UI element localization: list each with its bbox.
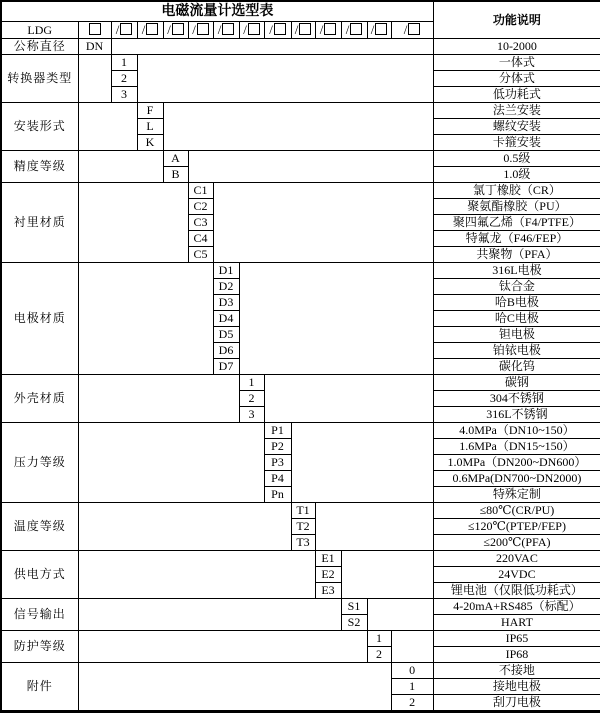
code-cell: T1 — [291, 503, 315, 519]
code-cell: P1 — [264, 423, 291, 439]
slash-separator: / — [243, 22, 247, 37]
slash-separator: / — [269, 22, 273, 37]
category-label: 电极材质 — [1, 263, 78, 375]
function-description-cell: 0.6MPa(DN700~DN2000) — [433, 471, 600, 487]
filler-cell-left — [78, 423, 264, 503]
function-description-cell: IP65 — [433, 631, 600, 647]
function-description-cell: HART — [433, 615, 600, 631]
function-description-cell: 1.6MPa（DN15~150） — [433, 439, 600, 455]
function-description-cell: 4-20mA+RS485（标配） — [433, 599, 600, 615]
ldg-code-slot-4 — [188, 22, 213, 39]
table-row — [1, 423, 600, 439]
code-cell: 2 — [239, 391, 264, 407]
filler-cell-left — [78, 183, 188, 263]
function-description-cell: ≤200℃(PFA) — [433, 535, 600, 551]
ldg-code-slot-8 — [291, 22, 315, 39]
filler-cell-right — [367, 599, 433, 631]
code-cell: D3 — [213, 295, 239, 311]
function-description-cell: 一体式 — [433, 55, 600, 71]
function-description-cell: 螺纹安装 — [433, 119, 600, 135]
filler-cell-left — [78, 103, 137, 151]
function-column-header: 功能说明 — [433, 1, 600, 39]
code-cell: S2 — [341, 615, 367, 631]
empty-checkbox-icon — [299, 23, 311, 35]
ldg-code-slot-1 — [111, 22, 137, 39]
table-row — [1, 551, 600, 567]
function-description-cell: IP68 — [433, 647, 600, 663]
function-description-cell: ≤80℃(CR/PU) — [433, 503, 600, 519]
code-cell: 1 — [367, 631, 391, 647]
function-description-cell: 4.0MPa（DN10~150） — [433, 423, 600, 439]
category-label: 供电方式 — [1, 551, 78, 599]
category-label: 外壳材质 — [1, 375, 78, 423]
code-cell: C2 — [188, 199, 213, 215]
ldg-code-slot-2 — [137, 22, 163, 39]
category-label: 衬里材质 — [1, 183, 78, 263]
table-row — [1, 631, 600, 647]
selection-table-body — [1, 1, 600, 712]
filler-cell-left — [78, 503, 291, 551]
function-description-cell: 10-2000 — [433, 39, 600, 55]
empty-checkbox-icon — [274, 23, 286, 35]
table-row — [1, 263, 600, 279]
function-description-cell: 共聚物（PFA） — [433, 247, 600, 263]
empty-checkbox-icon — [197, 23, 209, 35]
code-cell: E2 — [315, 567, 341, 583]
code-cell: P2 — [264, 439, 291, 455]
category-label: 信号输出 — [1, 599, 78, 631]
ldg-code-slot-6 — [239, 22, 264, 39]
slash-separator: / — [403, 22, 408, 37]
filler-cell-left — [78, 55, 111, 103]
title-row — [1, 1, 600, 22]
function-description-cell: 聚氨酯橡胶（PU） — [433, 199, 600, 215]
code-cell: L — [137, 119, 163, 135]
category-label: 防护等级 — [1, 631, 78, 663]
code-cell: D7 — [213, 359, 239, 375]
function-description-cell: 1.0MPa（DN200~DN600） — [433, 455, 600, 471]
function-description-cell: 特氟龙（F46/FEP） — [433, 231, 600, 247]
function-description-cell: 分体式 — [433, 71, 600, 87]
code-cell: P4 — [264, 471, 291, 487]
code-cell: S1 — [341, 599, 367, 615]
function-description-cell: 哈C电极 — [433, 311, 600, 327]
filler-cell-right — [213, 183, 433, 263]
slash-separator: / — [345, 22, 350, 37]
code-cell: E3 — [315, 583, 341, 599]
code-cell: 0 — [391, 663, 433, 679]
code-cell: 1 — [391, 679, 433, 695]
slash-separator: / — [192, 22, 196, 37]
function-description-cell: 碳钢 — [433, 375, 600, 391]
filler-cell-left — [78, 375, 239, 423]
code-cell: D5 — [213, 327, 239, 343]
function-description-cell: 氯丁橡胶（CR） — [433, 183, 600, 199]
empty-checkbox-icon — [172, 23, 184, 35]
slash-separator: / — [167, 22, 171, 37]
empty-checkbox-icon — [222, 23, 234, 35]
function-description-cell: 钛合金 — [433, 279, 600, 295]
slash-separator: / — [141, 22, 146, 37]
function-description-cell: 法兰安装 — [433, 103, 600, 119]
code-cell: C5 — [188, 247, 213, 263]
filler-cell-right — [264, 375, 433, 423]
function-description-cell: 聚四氟乙烯（F4/PTFE） — [433, 215, 600, 231]
code-cell: D6 — [213, 343, 239, 359]
function-description-cell: 碳化钨 — [433, 359, 600, 375]
table-row — [1, 503, 600, 519]
function-description-cell: 316L不锈钢 — [433, 407, 600, 423]
slash-separator: / — [370, 22, 375, 37]
table-title: 电磁流量计选型表 — [1, 1, 433, 22]
function-description-cell: 卡箍安装 — [433, 135, 600, 151]
table-row — [1, 375, 600, 391]
function-description-cell: 哈B电极 — [433, 295, 600, 311]
filler-cell-right — [111, 39, 433, 55]
filler-cell-right — [188, 151, 433, 183]
code-cell: 2 — [391, 695, 433, 712]
filler-cell-left — [78, 551, 315, 599]
code-cell: Pn — [264, 487, 291, 503]
code-cell: 1 — [239, 375, 264, 391]
code-cell: E1 — [315, 551, 341, 567]
filler-cell-right — [315, 503, 433, 551]
code-cell: P3 — [264, 455, 291, 471]
table-row — [1, 663, 600, 679]
filler-cell-left — [78, 151, 163, 183]
code-cell: 1 — [111, 55, 137, 71]
function-description-cell: 316L电极 — [433, 263, 600, 279]
slash-separator: / — [217, 22, 222, 37]
ldg-model-label: LDG — [1, 22, 78, 39]
slash-separator: / — [294, 22, 299, 37]
code-cell: B — [163, 167, 188, 183]
function-description-cell: 不接地 — [433, 663, 600, 679]
ldg-code-slot-10 — [341, 22, 367, 39]
code-cell: F — [137, 103, 163, 119]
empty-checkbox-icon — [89, 23, 101, 35]
code-cell: K — [137, 135, 163, 151]
ldg-code-slot-0 — [78, 22, 111, 39]
function-description-cell: 220VAC — [433, 551, 600, 567]
code-cell: D1 — [213, 263, 239, 279]
function-description-cell: 铂铱电极 — [433, 343, 600, 359]
code-cell: C4 — [188, 231, 213, 247]
function-description-cell: 1.0级 — [433, 167, 600, 183]
category-label: 精度等级 — [1, 151, 78, 183]
function-description-cell: 0.5级 — [433, 151, 600, 167]
ldg-code-slot-3 — [163, 22, 188, 39]
code-cell: DN — [78, 39, 111, 55]
code-cell: D2 — [213, 279, 239, 295]
table-row — [1, 39, 600, 55]
code-cell: A — [163, 151, 188, 167]
function-description-cell: 接地电极 — [433, 679, 600, 695]
ldg-code-slot-9 — [315, 22, 341, 39]
table-row — [1, 151, 600, 167]
function-description-cell: 特殊定制 — [433, 487, 600, 503]
function-description-cell: 24VDC — [433, 567, 600, 583]
empty-checkbox-icon — [408, 23, 420, 35]
function-description-cell: ≤120℃(PTEP/FEP) — [433, 519, 600, 535]
function-description-cell: 304不锈钢 — [433, 391, 600, 407]
code-cell: T2 — [291, 519, 315, 535]
empty-checkbox-icon — [375, 23, 387, 35]
filler-cell-right — [239, 263, 433, 375]
ldg-code-slot-12 — [391, 22, 433, 39]
filler-cell-left — [78, 599, 341, 631]
category-label: 附件 — [1, 663, 78, 712]
empty-checkbox-icon — [350, 23, 362, 35]
filler-cell-right — [391, 631, 433, 663]
slash-separator: / — [319, 22, 324, 37]
table-row — [1, 183, 600, 199]
filler-cell-right — [341, 551, 433, 599]
ldg-code-slot-11 — [367, 22, 391, 39]
ldg-code-slot-5 — [213, 22, 239, 39]
function-description-cell: 钽电极 — [433, 327, 600, 343]
code-cell: 3 — [111, 87, 137, 103]
code-cell: D4 — [213, 311, 239, 327]
filler-cell-left — [78, 263, 213, 375]
category-label: 公称直径 — [1, 39, 78, 55]
filler-cell-right — [163, 103, 433, 151]
filler-cell-right — [137, 55, 433, 103]
function-description-cell: 锂电池（仅限低功耗式） — [433, 583, 600, 599]
empty-checkbox-icon — [248, 23, 260, 35]
code-cell: T3 — [291, 535, 315, 551]
category-label: 压力等级 — [1, 423, 78, 503]
empty-checkbox-icon — [146, 23, 158, 35]
empty-checkbox-icon — [120, 23, 132, 35]
code-cell: 3 — [239, 407, 264, 423]
category-label: 转换器类型 — [1, 55, 78, 103]
table-row — [1, 599, 600, 615]
table-row — [1, 103, 600, 119]
filler-cell-left — [78, 631, 367, 663]
function-description-cell: 低功耗式 — [433, 87, 600, 103]
filler-cell-left — [78, 663, 391, 712]
category-label: 温度等级 — [1, 503, 78, 551]
slash-separator: / — [115, 22, 120, 37]
category-label: 安装形式 — [1, 103, 78, 151]
code-cell: C1 — [188, 183, 213, 199]
table-row — [1, 55, 600, 71]
function-description-cell: 刮刀电极 — [433, 695, 600, 712]
code-cell: 2 — [111, 71, 137, 87]
code-cell: C3 — [188, 215, 213, 231]
code-cell: 2 — [367, 647, 391, 663]
ldg-code-slot-7 — [264, 22, 291, 39]
empty-checkbox-icon — [324, 23, 336, 35]
filler-cell-right — [291, 423, 433, 503]
